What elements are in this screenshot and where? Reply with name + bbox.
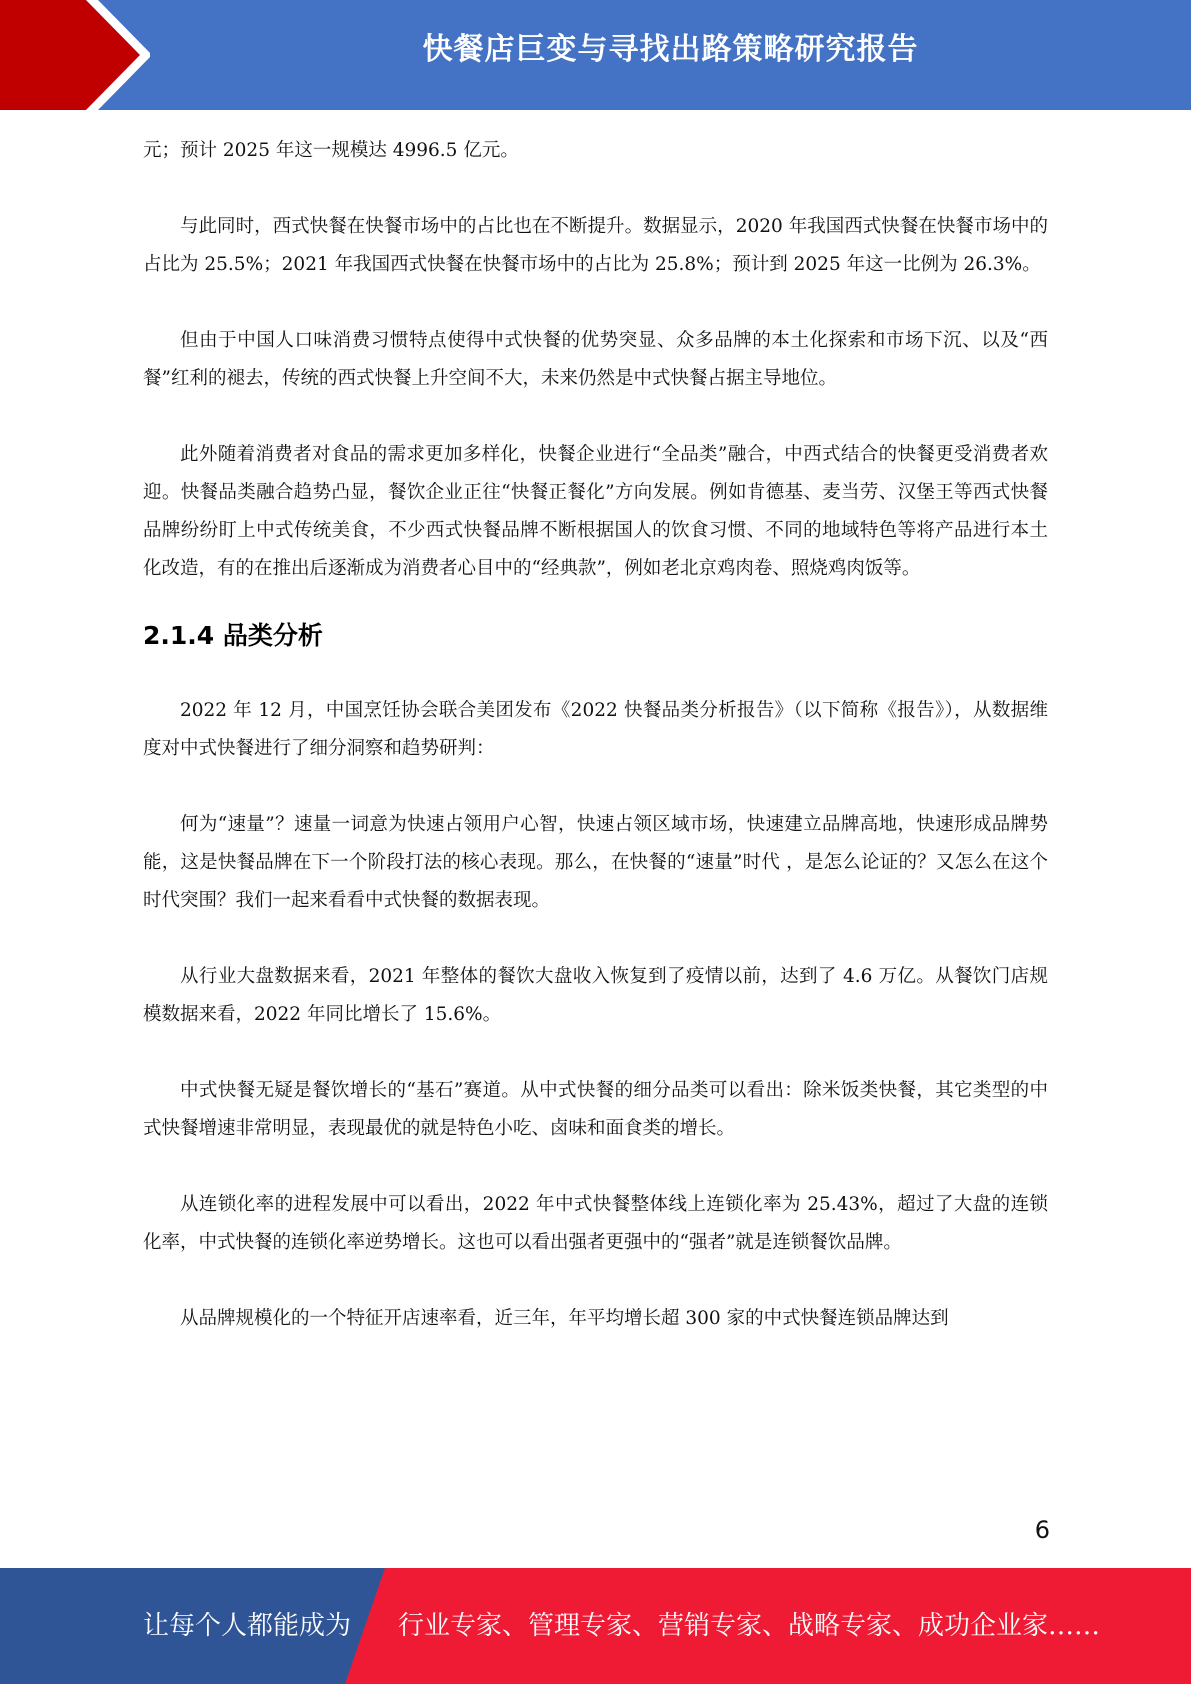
footer-slogan-right: 行业专家、管理专家、营销专家、战略专家、成功企业家…… <box>398 1611 1101 1641</box>
report-title: 快餐店巨变与寻找出路策略研究报告 <box>422 32 919 67</box>
paragraph-cornerstone-track: 中式快餐无疑是餐饮增长的“基石”赛道。从中式快餐的细分品类可以看出：除米饭类快餐，其它类型的中式快餐增速非常明显，表现最优的就是特色小吃、卤味和面食类的增长。 <box>143 1080 1048 1139</box>
footer-slogan-left: 让每个人都能成为 <box>143 1611 352 1641</box>
header-arrow-decoration <box>0 0 150 110</box>
paragraph-industry-data: 从行业大盘数据来看，2021 年整体的餐饮大盘收入恢复到了疫情以前，达到了 4.6 万亿。从餐饮门店规模数据来看，2022 年同比增长了 15.6%。 <box>143 966 1048 1025</box>
paragraph-report-release: 2022 年 12 月，中国烹饪协会联合美团发布《2022 快餐品类分析报告》（以下简称《报告》），从数据维度对中式快餐进行了细分洞察和趋势研判： <box>143 700 1048 759</box>
page-header <box>0 0 1191 110</box>
paragraph-chinese-dominance: 但由于中国人口味消费习惯特点使得中式快餐的优势突显、众多品牌的本土化探索和市场下沉、以及“西餐”红利的褪去，传统的西式快餐上升空间不大，未来仍然是中式快餐占据主导地位。 <box>143 330 1048 389</box>
paragraph-western-share: 与此同时，西式快餐在快餐市场中的占比也在不断提升。数据显示，2020 年我国西式快餐在快餐市场中的占比为 25.5%；2021 年我国西式快餐在快餐市场中的占比为 25.8%；预计到 2025 年这一比例为 26.3%。 <box>143 216 1048 275</box>
paragraph-store-opening: 从品牌规模化的一个特征开店速率看，近三年，年平均增长超 300 家的中式快餐连锁品牌达到 <box>180 1308 949 1329</box>
paragraph-chain-rate: 从连锁化率的进程发展中可以看出，2022 年中式快餐整体线上连锁化率为 25.43%，超过了大盘的连锁化率，中式快餐的连锁化率逆势增长。这也可以看出强者更强中的“强者”就是连锁餐饮品牌。 <box>143 1194 1048 1253</box>
paragraph-speed-volume: 何为“速量”？速量一词意为快速占领用户心智，快速占领区域市场，快速建立品牌高地，快速形成品牌势能，这是快餐品牌在下一个阶段打法的核心表现。那么，在快餐的“速量”时代 ，是怎么论证的？又怎么在这个时代突围？我们一起来看看中式快餐的数据表现。 <box>143 814 1048 911</box>
page-footer <box>0 1568 1191 1684</box>
section-heading: 2.1.4 品类分析 <box>143 621 323 650</box>
document-body <box>143 132 1048 1376</box>
page-number: 6 <box>1034 1516 1050 1544</box>
paragraph-continuation: 元；预计 2025 年这一规模达 4996.5 亿元。 <box>143 140 519 161</box>
paragraph-category-fusion: 此外随着消费者对食品的需求更加多样化，快餐企业进行“全品类”融合，中西式结合的快餐更受消费者欢迎。快餐品类融合趋势凸显，餐饮企业正往“快餐正餐化”方向发展。例如肯德基、麦当劳、汉堡王等西式快餐品牌纷纷盯上中式传统美食，不少西式快餐品牌不断根据国人的饮食习惯、不同的地域特色等将产品进行本土化改造，有的在推出后逐渐成为消费者心目中的“经典款”，例如老北京鸡肉卷、照烧鸡肉饭等。 <box>143 444 1048 579</box>
